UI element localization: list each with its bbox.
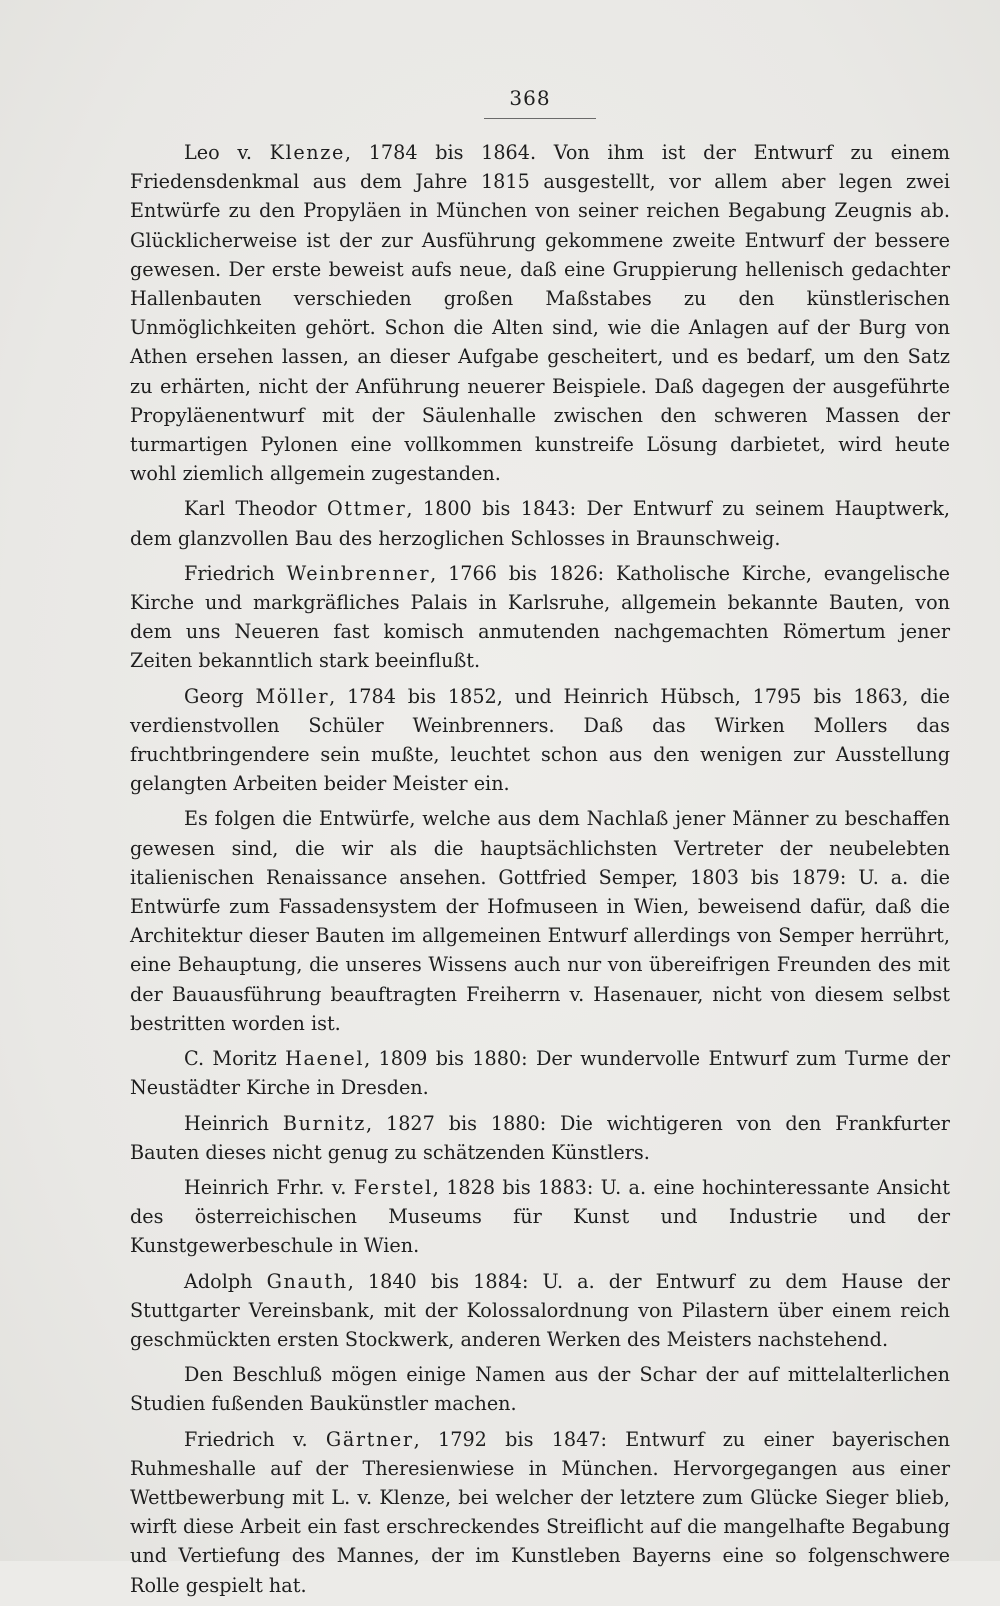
paragraph-lead: Heinrich Frhr. v. [184,1175,354,1199]
paragraph-ferstel [130,1173,950,1261]
paragraph-lead: Karl Theodor [184,497,327,521]
paragraph-lead: Adolph [184,1269,267,1293]
paragraph-text: , 1827 bis 1880: Die wichtigeren von den Frankfurter Bauten dieses nicht genug zu schätzenden Künstlers. [130,1111,950,1164]
paragraph-text: , 1840 bis 1884: U. a. der Entwurf zu dem Hause der Stuttgarter Vereinsbank, mit der Kolossalordnung von Pilastern über einem reich geschmückten ersten Stockwerk, anderen Werken des Meisters nachstehend. [130,1269,950,1351]
paragraph-renaissance [130,804,950,1038]
paragraph-ottmer [130,494,950,552]
person-name: Burnitz [282,1111,367,1135]
paragraph-text: , 1809 bis 1880: Der wundervolle Entwurf zum Turme der Neustädter Kirche in Dresden. [130,1047,950,1100]
paragraph-text: , 1784 bis 1852, und Heinrich Hübsch, 1795 bis 1863, die verdienstvollen Schüler Weinbrenners. Daß das Wirken Mollers das fruchtbringendere sein mußte, leuchtet schon aus den wenigen zur Ausstellung gelangten Arbeiten beider Meister ein. [130,684,950,796]
paragraph-moller [130,682,950,799]
body-text [130,138,950,1606]
person-name: Ottmer [326,497,407,521]
person-name: Weinbrenner [286,561,431,585]
page-number-rule [484,118,596,119]
person-name: Möller [255,684,330,708]
person-name: Ferstel [353,1175,433,1199]
paragraph-gaertner [130,1425,950,1600]
paragraph-beschluss [130,1360,950,1418]
paragraph-lead: Leo v. [184,141,270,164]
page-number: 368 [509,86,551,110]
paragraph-text: , 1766 bis 1826: Katholische Kirche, evangelische Kirche und markgräfliches Palais in Karlsruhe, allgemein bekannte Bauten, von dem uns Neueren fast komisch anmutenden nachgemachten Römertum jener Zeiten bekanntlich stark beeinflußt. [130,561,950,673]
paragraph-text: , 1800 bis 1843: Der Entwurf zu seinem Hauptwerk, dem glanzvollen Bau des herzoglichen Schlosses in Braunschweig. [130,497,950,550]
paragraph-text: Den Beschluß mögen einige Namen aus der Schar der auf mittelalterlichen Studien fußenden Baukünstler machen. [130,1363,950,1416]
person-name: Klenze [269,141,345,164]
person-name: Gärtner [325,1427,414,1451]
paragraph-text: Es folgen die Entwürfe, welche aus dem Nachlaß jener Männer zu beschaffen gewesen sind, die wir als die hauptsächlichsten Vertreter der neubelebten italienischen Renaissance ansehen. Gottfried Semper, 1803 bis 1879: U. a. die Entwürfe zum Fassadensystem der Hofmuseen in Wien, beweisend dafür, daß die Architektur dieser Bauten im allgemeinen Entwurf allerdings von Semper herrührt, eine Behauptung, die unseres Wissens auch nur von übereifrigen Freunden des mit der Bauausführung beauftragten Freiherrn v. Hasenauer, nicht von diesem selbst bestritten worden ist. [130,807,950,1035]
paragraph-lead: Georg [184,684,256,708]
paragraph-lead: Friedrich v. [184,1427,326,1451]
paragraph-lead: Heinrich [184,1111,283,1135]
paragraph-text: , 1784 bis 1864. Von ihm ist der Entwurf zu einem Friedensdenkmal aus dem Jahre 1815 ausgestellt, vor allem aber legen zwei Entwürfe zu den Propyläen in München von seiner reichen Begabung Zeugnis ab. Glücklicherweise ist der zur Ausführung gekommene zweite Entwurf der bessere gewesen. Der erste beweist aufs neue, daß eine Gruppierung hellenisch gedachter Hallenbauten verschieden großen Maßstabes zu den künstlerischen Unmöglichkeiten gehört. Schon die Alten sind, wie die Anlagen auf der Burg von Athen ersehen lassen, an dieser Aufgabe gescheitert, und es bedarf, um den Satz zu erhärten, nicht der Anführung neuerer Beispiele. Daß dagegen der ausgeführte Propyläenentwurf mit der Säulenhalle zwischen den schweren Massen der turmartigen Pylonen eine vollkommen kunstreife Lösung darbietet, wird heute wohl ziemlich allgemein zugestanden. [130,141,950,486]
paragraph-burnitz [130,1109,950,1167]
paragraph-gnauth [130,1267,950,1355]
paragraph-weinbrenner [130,559,950,676]
person-name: Gnauth [266,1269,348,1293]
person-name: Haenel [285,1047,365,1071]
paragraph-text: , 1828 bis 1883: U. a. eine hochinteressante Ansicht des österreichischen Museums für Kunst und Industrie und der Kunstgewerbeschule in Wien. [130,1175,950,1258]
paragraph-text: , 1792 bis 1847: Entwurf zu einer bayerischen Ruhmeshalle auf der Theresienwiese in München. Hervorgegangen aus einer Wettbewerbung mit L. v. Klenze, bei welcher der letztere zum Glücke Sieger blieb, wirft diese Arbeit ein fast erschreckendes Streiflicht auf die mangelhafte Begabung und Vertiefung des Mannes, der im Kunstleben Bayerns eine so folgenschwere Rolle gespielt hat. [130,1427,950,1597]
paragraph-haenel [130,1044,950,1102]
paragraph-klenze [130,138,950,488]
paragraph-lead: Friedrich [184,561,287,585]
paragraph-lead: C. Moritz [184,1047,286,1071]
